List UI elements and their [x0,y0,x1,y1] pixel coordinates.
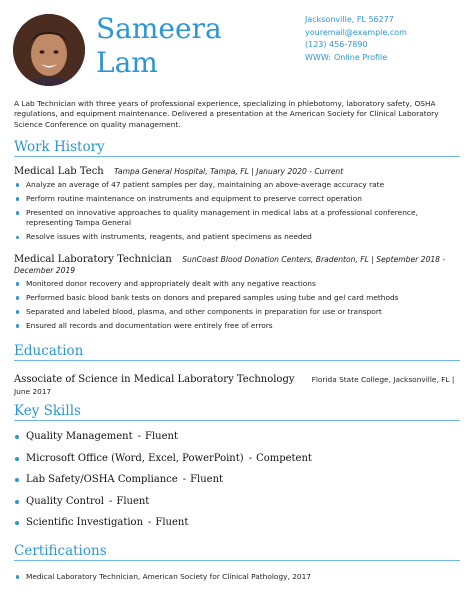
section-divider [14,360,460,361]
skill-level: Competent [256,452,312,464]
job-duties-list [14,279,462,331]
section-title-key-skills: Key Skills [14,403,81,419]
skill-item [14,495,462,517]
skill-item [14,430,462,452]
profile-photo [13,14,85,86]
certifications-list [14,569,462,586]
skill-separator: - [248,452,253,464]
job-title: Medical Lab Tech [14,166,104,177]
certifications-bullets [14,572,462,582]
list-item: Separated and labeled blood, plasma, and other components in preparation for use or transport [14,307,462,317]
section-divider [14,420,460,421]
list-item: Monitored donor recovery and appropriately dealt with any negative reactions [14,279,462,289]
skill-item [14,452,462,474]
graduation-date: June 2017 [14,387,52,396]
skill-level: Fluent [155,517,189,528]
list-item: Performed basic blood bank tests on donors and prepared samples using tube and gel card methods [14,293,462,303]
website-link[interactable]: Online Profile [333,52,388,62]
portrait-image [13,14,85,86]
list-item: Perform routine maintenance on instruments and equipment to preserve correct operation [14,194,462,204]
skill-name: Quality Control [26,495,104,507]
last-name: Lam [96,46,158,79]
section-divider [14,560,460,561]
skill-item [14,516,462,538]
section-title-certifications: Certifications [14,543,107,559]
contact-phone: (123) 456-7890 [305,40,368,50]
skill-separator: - [137,431,142,442]
job-employer-dates: SunCoast Blood Donation Centers, Bradenton, FL | September 2018 - December 2019 [14,255,446,275]
skill-name: Quality Management [26,431,133,442]
school-name: Florida State College, Jacksonville, FL | [311,375,455,384]
contact-address: Jacksonville, FL 56277 [305,15,394,24]
job-employer-dates: Tampa General Hospital, Tampa, FL | January 2020 - Current [114,167,344,176]
job-entry [14,166,462,246]
first-name: Sameera [96,12,222,45]
skill-separator: - [182,474,187,485]
website-label: WWW: [305,52,331,62]
professional-summary: A Lab Technician with three years of professional experience, specializing in phlebotomy, laboratory safety, OSHA regulations, and equipment maintenance. Delivered a presentation at the American Society for Clinical Laboratory Science Conference on quality management. [14,99,439,129]
list-item: Medical Laboratory Technician, American Society for Clinical Pathology, 2017 [14,572,462,582]
list-item: Presented on innovative approaches to quality management in medical labs at a professional conference, representing Tampa General [14,208,462,229]
skill-name: Scientific Investigation [26,517,144,528]
degree-name: Associate of Science in Medical Laboratory Technology [14,374,295,385]
education-entry [14,370,462,398]
skill-level: Fluent [116,495,150,507]
job-title: Medical Laboratory Technician [14,254,172,265]
list-item: Analyze an average of 47 patient samples per day, maintaining an above-average accuracy rate [14,180,462,190]
section-divider [14,156,460,157]
skill-item [14,473,462,495]
skill-separator: - [148,517,152,528]
list-item: Ensured all records and documentation were entirely free of errors [14,321,462,331]
skill-separator: - [108,495,113,507]
contact-block [305,14,407,64]
skills-list [14,430,462,538]
job-header [14,254,462,276]
skill-level: Fluent [145,431,178,442]
job-header [14,166,462,177]
skill-name: Microsoft Office (Word, Excel, PowerPoint) [26,452,244,464]
contact-website[interactable] [305,52,407,65]
contact-email[interactable]: youremail@example.com [305,27,407,37]
job-duties-list [14,180,462,243]
job-entry [14,254,462,335]
section-title-work-history: Work History [14,139,105,155]
section-title-education: Education [14,343,84,359]
skill-name: Lab Safety/OSHA Compliance [26,474,178,485]
skill-level: Fluent [190,474,224,485]
candidate-name [96,12,222,80]
list-item: Resolve issues with instruments, reagents, and patient specimens as needed [14,232,462,242]
education-header [14,370,462,386]
